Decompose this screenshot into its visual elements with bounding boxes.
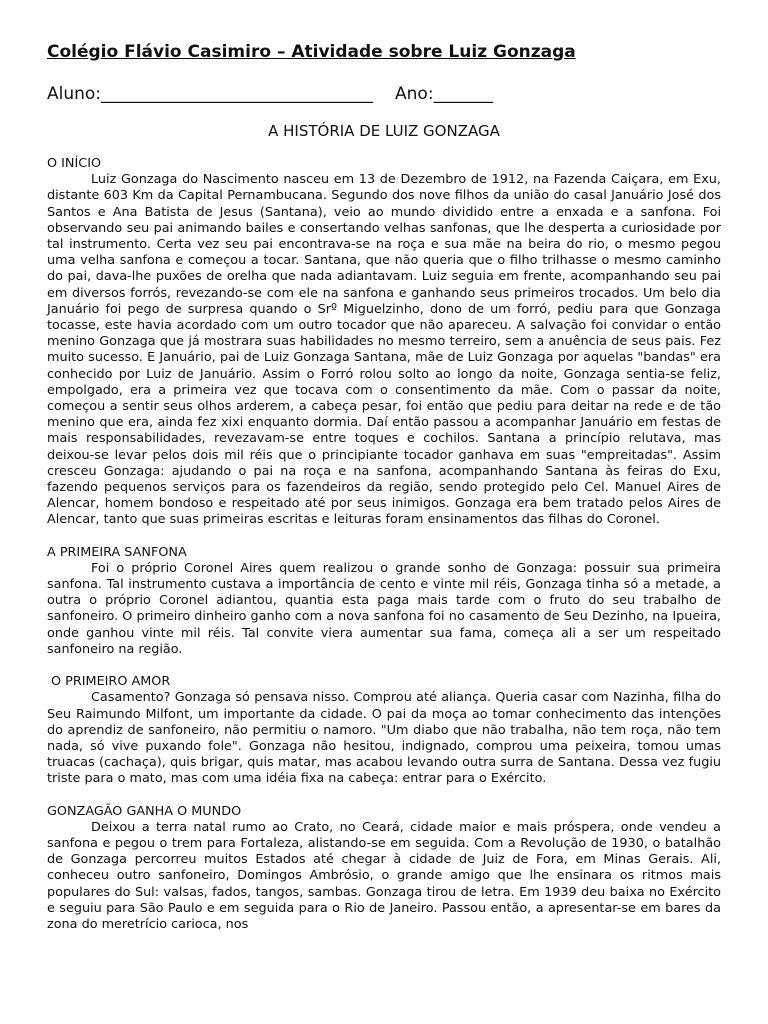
section-paragraph: Foi o próprio Coronel Aires quem realizou o grande sonho de Gonzaga: possuir sua primeira sanfona. Tal instrumento custava a importância de cento e vinte mil réis, Gonzaga tinha só a metade, a outra o próprio Coronel adiantou, quantia esta paga mais tarde com o fruto do seu trabalho de sanfoneiro. O primeiro dinheiro ganho com a nova sanfona foi no casamento de Seu Dezinho, na Ipueira, onde ganhou vinte mil réis. Tal convite viera aumentar sua fama, começa ali a ser um respeitado sanfoneiro na região. bbox=[47, 560, 721, 657]
student-name-field[interactable]: Aluno:________________________________ bbox=[47, 84, 374, 104]
school-year-field[interactable]: Ano:_______ bbox=[395, 84, 494, 104]
section-title: O PRIMEIRO AMOR bbox=[51, 674, 171, 690]
story-heading: A HISTÓRIA DE LUIZ GONZAGA bbox=[268, 122, 500, 140]
student-info-line bbox=[47, 84, 493, 104]
section-inicio bbox=[47, 156, 721, 529]
story-body bbox=[47, 156, 721, 949]
section-gonzagao-ganha-o-mundo bbox=[47, 804, 721, 934]
document-title: Colégio Flávio Casimiro – Atividade sobre Luiz Gonzaga bbox=[47, 42, 576, 62]
section-primeira-sanfona bbox=[47, 545, 721, 658]
section-paragraph: Casamento? Gonzaga só pensava nisso. Comprou até aliança. Queria casar com Nazinha, filha do Seu Raimundo Milfont, um importante da cidade. O pai da moça ao tomar conhecimento das intenções do aprendiz de sanfoneiro, não permitiu o namoro. "Um diabo que não trabalha, não tem roça, não tem nada, só vive puxando fole". Gonzaga não hesitou, indignado, comprou uma peixeira, tomou umas truacas (cachaça), quis brigar, quis matar, mas acabou levando outra surra de Santana. Dessa vez fugiu triste para o mato, mas com uma idéia fixa na cabeça: entrar para o Exército. bbox=[47, 690, 721, 787]
section-title: O INÍCIO bbox=[47, 156, 102, 171]
section-paragraph: Deixou a terra natal rumo ao Crato, no Ceará, cidade maior e mais próspera, onde vendeu a sanfona e pegou o trem para Fortaleza, alistando-se em seguida. Com a Revolução de 1930, o batalhão de Gonzaga percorreu muitos Estados até chegar à cidade de Juiz de Fora, em Minas Gerais. Ali, conheceu outro sanfoneiro, Domingos Ambrósio, o grande amigo que lhe ensinara os ritmos mais populares do Sul: valsas, fados, tangos, sambas. Gonzaga tirou de letra. Em 1939 deu baixa no Exército e seguiu para São Paulo e em seguida para o Rio de Janeiro. Passou então, a apresentar-se em bares da zona do meretrício carioca, nos bbox=[47, 819, 721, 932]
section-primeiro-amor bbox=[47, 674, 721, 787]
section-title: A PRIMEIRA SANFONA bbox=[47, 544, 187, 560]
section-title: GONZAGÃO GANHA O MUNDO bbox=[47, 803, 242, 819]
section-paragraph: Luiz Gonzaga do Nascimento nasceu em 13 de Dezembro de 1912, na Fazenda Caiçara, em Exu, distante 603 Km da Capital Pernambucana. Segundo dos nove filhos da união do casal Januário José dos Santos e Ana Batista de Jesus (Santana), veio ao mundo dividido entre a enxada e a sanfona. Foi observando seu pai animando bailes e consertando velhas sanfonas, que lhe desperta a curiosidade por tal instrumento. Certa vez seu pai encontrava-se na roça e sua mãe na beira do rio, o mesmo pegou uma velha sanfona e começou a tocar. Santana, que não queria que o filho trilhasse o mesmo caminho do pai, dava-lhe puxões de orelha que nada adiantavam. Luiz seguia em frente, acompanhando seu pai em diversos forrós, revezando-se com ele na sanfona e ganhando seus primeiros trocados. Um belo dia Januário foi pego de surpresa quando o Srº Miguelzinho, dono de um forró, pediu para que Gonzaga tocasse, este havia acordado com um outro tocador que não apareceu. A salvação foi convidar o então menino Gonzaga que já mostrara suas habilidades no mesmo terreiro, sem a anuência de seus pais. Fez muito sucesso. E Januário, pai de Luiz Gonzaga Santana, mãe de Luiz Gonzaga por aquelas "bandas" era conhecido por Luiz de Januário. Assim o Forró rolou solto ao longo da noite, Gonzaga sentia-se feliz, empolgado, era a primeira vez que tocava com o consentimento da mãe. Com o passar da noite, começou a sentir seus olhos arderem, a cabeça pesar, foi então que pediu para deitar na rede e de tão menino que era, ainda fez xixi enquanto dormia. Daí então passou a acompanhar Januário em festas de mais responsabilidades, revezavam-se entre toques e cochilos. Santana a princípio relutava, mas deixou-se levar pelos dois mil réis que o principiante tocador ganhava em suas "empreitadas". Assim cresceu Gonzaga: ajudando o pai na roça e na sanfona, acompanhando Santana às feiras do Exu, fazendo pequenos serviços para os fazendeiros da região, sendo protegido pelo Cel. Manuel Aires de Alencar, homem bondoso e respeitado até por seus inimigos. Gonzaga era bem tratado pelos Aires de Alencar, tanto que suas primeiras escritas e leituras foram ensinamentos das filhas do Coronel. bbox=[47, 172, 721, 528]
